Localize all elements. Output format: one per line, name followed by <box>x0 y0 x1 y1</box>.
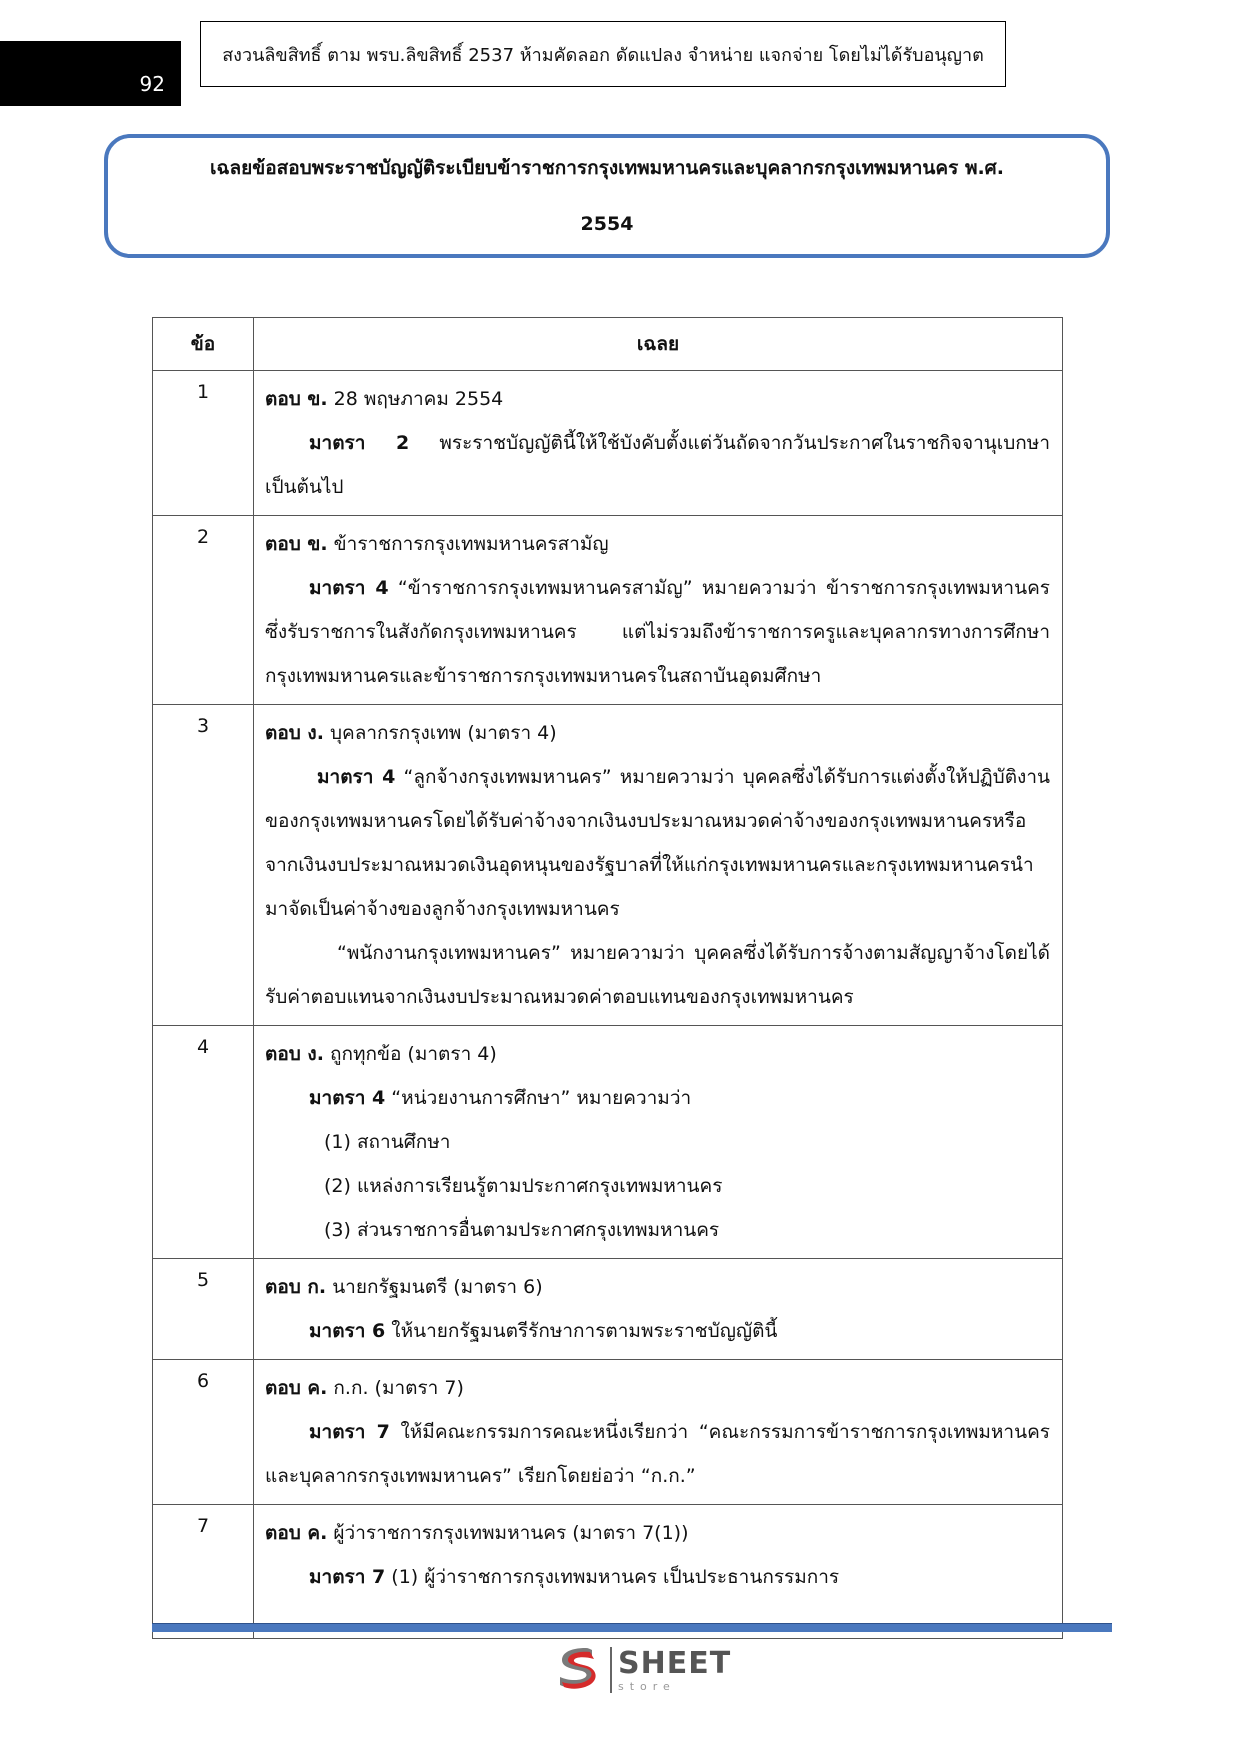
answer-cell <box>254 1505 1063 1639</box>
answer-text: ข้าราชการกรุงเทพมหานครสามัญ <box>327 533 609 555</box>
page-title-line2: 2554 <box>580 213 634 235</box>
answer-label: ตอบ ข. <box>265 533 328 555</box>
explanation <box>265 1410 1050 1498</box>
answer-table <box>152 317 1063 1639</box>
explanation <box>265 421 1050 509</box>
answer-cell <box>254 516 1063 705</box>
page-number: 92 <box>139 71 165 96</box>
answer-label: ตอบ ง. <box>265 722 324 744</box>
answer-line <box>265 1265 1050 1309</box>
answer-text: นายกรัฐมนตรี (มาตรา 6) <box>326 1276 543 1298</box>
footer-divider <box>152 1623 1112 1632</box>
section-text: ให้นายกรัฐมนตรีรักษาการตามพระราชบัญญัตินี้ <box>385 1320 778 1342</box>
section-text: พระราชบัญญัตินี้ให้ใช้บังคับตั้งแต่วันถัดจากวันประกาศในราชกิจจานุเบกษาเป็นต้นไป <box>265 432 1050 498</box>
list-item: (2) แหล่งการเรียนรู้ตามประกาศกรุงเทพมหานคร <box>324 1175 723 1197</box>
explanation-continued: “พนักงานกรุงเทพมหานคร” หมายความว่า บุคคลซึ่งได้รับการจ้างตามสัญญาจ้างโดยได้รับค่าตอบแทนจากเงินงบประมาณหมวดค่าตอบแทนของกรุงเทพมหานคร <box>265 942 1050 1008</box>
table-header-row <box>153 318 1063 371</box>
list-item: (3) ส่วนราชการอื่นตามประกาศกรุงเทพมหานคร <box>324 1219 720 1241</box>
answer-line <box>265 1032 1050 1076</box>
page-title-line1: เฉลยข้อสอบพระราชบัญญัติระเบียบข้าราชการกรุงเทพมหานครและบุคลากรกรุงเทพมหานคร พ.ศ. <box>210 157 1004 179</box>
section-text: “ข้าราชการกรุงเทพมหานครสามัญ” หมายความว่า ข้าราชการกรุงเทพมหานครซึ่งรับราชการในสังกัดกรุงเทพมหานคร แต่ไม่รวมถึงข้าราชการครูและบุคลากรทางการศึกษากรุงเทพมหานครและข้าราชการกรุงเทพมหานครในสถาบันอุดมศึกษา <box>265 577 1050 687</box>
section-label: มาตรา 6 <box>309 1320 386 1342</box>
answer-cell <box>254 1026 1063 1259</box>
answer-label: ตอบ ก. <box>265 1276 327 1298</box>
answer-cell <box>254 1360 1063 1505</box>
question-number: 5 <box>153 1259 254 1360</box>
table-row <box>153 1360 1063 1505</box>
section-label: มาตรา 2 <box>309 432 410 454</box>
section-text: (1) ผู้ว่าราชการกรุงเทพมหานคร เป็นประธานกรรมการ <box>385 1566 840 1588</box>
answer-cell <box>254 1259 1063 1360</box>
answer-label: ตอบ ข. <box>265 388 328 410</box>
answer-text: ก.ก. (มาตรา 7) <box>327 1377 464 1399</box>
logo-wordmark <box>618 1645 732 1693</box>
answer-line <box>265 1511 1050 1555</box>
explanation <box>265 1076 1050 1120</box>
section-text: “ลูกจ้างกรุงเทพมหานคร” หมายความว่า บุคคลซึ่งได้รับการแต่งตั้งให้ปฏิบัติงานของกรุงเทพมหานครโดยได้รับค่าจ้างจากเงินงบประมาณหมวดค่าจ้างของกรุงเทพมหานครหรือจากเงินงบประมาณหมวดเงินอุดหนุนของรัฐบาลที่ให้แก่กรุงเทพมหานครและกรุงเทพมหานครนำมาจัดเป็นค่าจ้างของลูกจ้างกรุงเทพมหานคร <box>265 766 1050 920</box>
sheet-s-logo-icon <box>552 1642 604 1698</box>
question-number: 1 <box>153 371 254 516</box>
answer-cell <box>254 705 1063 1026</box>
question-number: 3 <box>153 705 254 1026</box>
section-label: มาตรา 4 <box>317 766 396 788</box>
question-number: 4 <box>153 1026 254 1259</box>
explanation <box>265 566 1050 698</box>
question-number: 2 <box>153 516 254 705</box>
column-header-no: ข้อ <box>153 318 254 371</box>
answer-text: ผู้ว่าราชการกรุงเทพมหานคร (มาตรา 7(1)) <box>327 1522 689 1544</box>
section-text: “หน่วยงานการศึกษา” หมายความว่า <box>385 1087 692 1109</box>
table-row <box>153 1026 1063 1259</box>
sheet-store-logo <box>552 1642 731 1698</box>
explanation <box>265 1555 1050 1599</box>
copyright-text: สงวนลิขสิทธิ์ ตาม พรบ.ลิขสิทธิ์ 2537 ห้ามคัดลอก ดัดแปลง จำหน่าย แจกจ่าย โดยไม่ได้รับอนุญาต <box>222 44 984 66</box>
question-number: 7 <box>153 1505 254 1639</box>
answer-text: ถูกทุกข้อ (มาตรา 4) <box>323 1043 497 1065</box>
page-number-box <box>0 41 181 106</box>
answer-label: ตอบ ง. <box>265 1043 324 1065</box>
answer-label: ตอบ ค. <box>265 1522 328 1544</box>
table-row <box>153 371 1063 516</box>
copyright-notice <box>200 21 1006 87</box>
logo-sub-text: store <box>618 1679 676 1693</box>
answer-cell <box>254 371 1063 516</box>
section-label: มาตรา 7 <box>309 1421 390 1443</box>
page-title-box <box>104 134 1110 258</box>
list-item: (1) สถานศึกษา <box>324 1131 451 1153</box>
logo-main-text: SHEET <box>618 1645 732 1681</box>
explanation <box>265 755 1050 931</box>
answer-text: 28 พฤษภาคม 2554 <box>327 388 504 410</box>
table-row <box>153 1505 1063 1639</box>
answer-line <box>265 522 1050 566</box>
explanation <box>265 1309 1050 1353</box>
answer-label: ตอบ ค. <box>265 1377 328 1399</box>
section-label: มาตรา 4 <box>309 1087 386 1109</box>
logo-divider <box>610 1647 612 1693</box>
section-label: มาตรา 4 <box>309 577 389 599</box>
answer-line <box>265 711 1050 755</box>
answer-text: บุคลากรกรุงเทพ (มาตรา 4) <box>323 722 557 744</box>
question-number: 6 <box>153 1360 254 1505</box>
table-row <box>153 1259 1063 1360</box>
column-header-answer: เฉลย <box>254 318 1063 371</box>
table-row <box>153 516 1063 705</box>
section-label: มาตรา 7 <box>309 1566 386 1588</box>
answer-line <box>265 1366 1050 1410</box>
section-text: ให้มีคณะกรรมการคณะหนึ่งเรียกว่า “คณะกรรมการข้าราชการกรุงเทพมหานครและบุคลากรกรุงเทพมหานคร” เรียกโดยย่อว่า “ก.ก.” <box>265 1421 1050 1487</box>
table-row <box>153 705 1063 1026</box>
answer-line <box>265 377 1050 421</box>
